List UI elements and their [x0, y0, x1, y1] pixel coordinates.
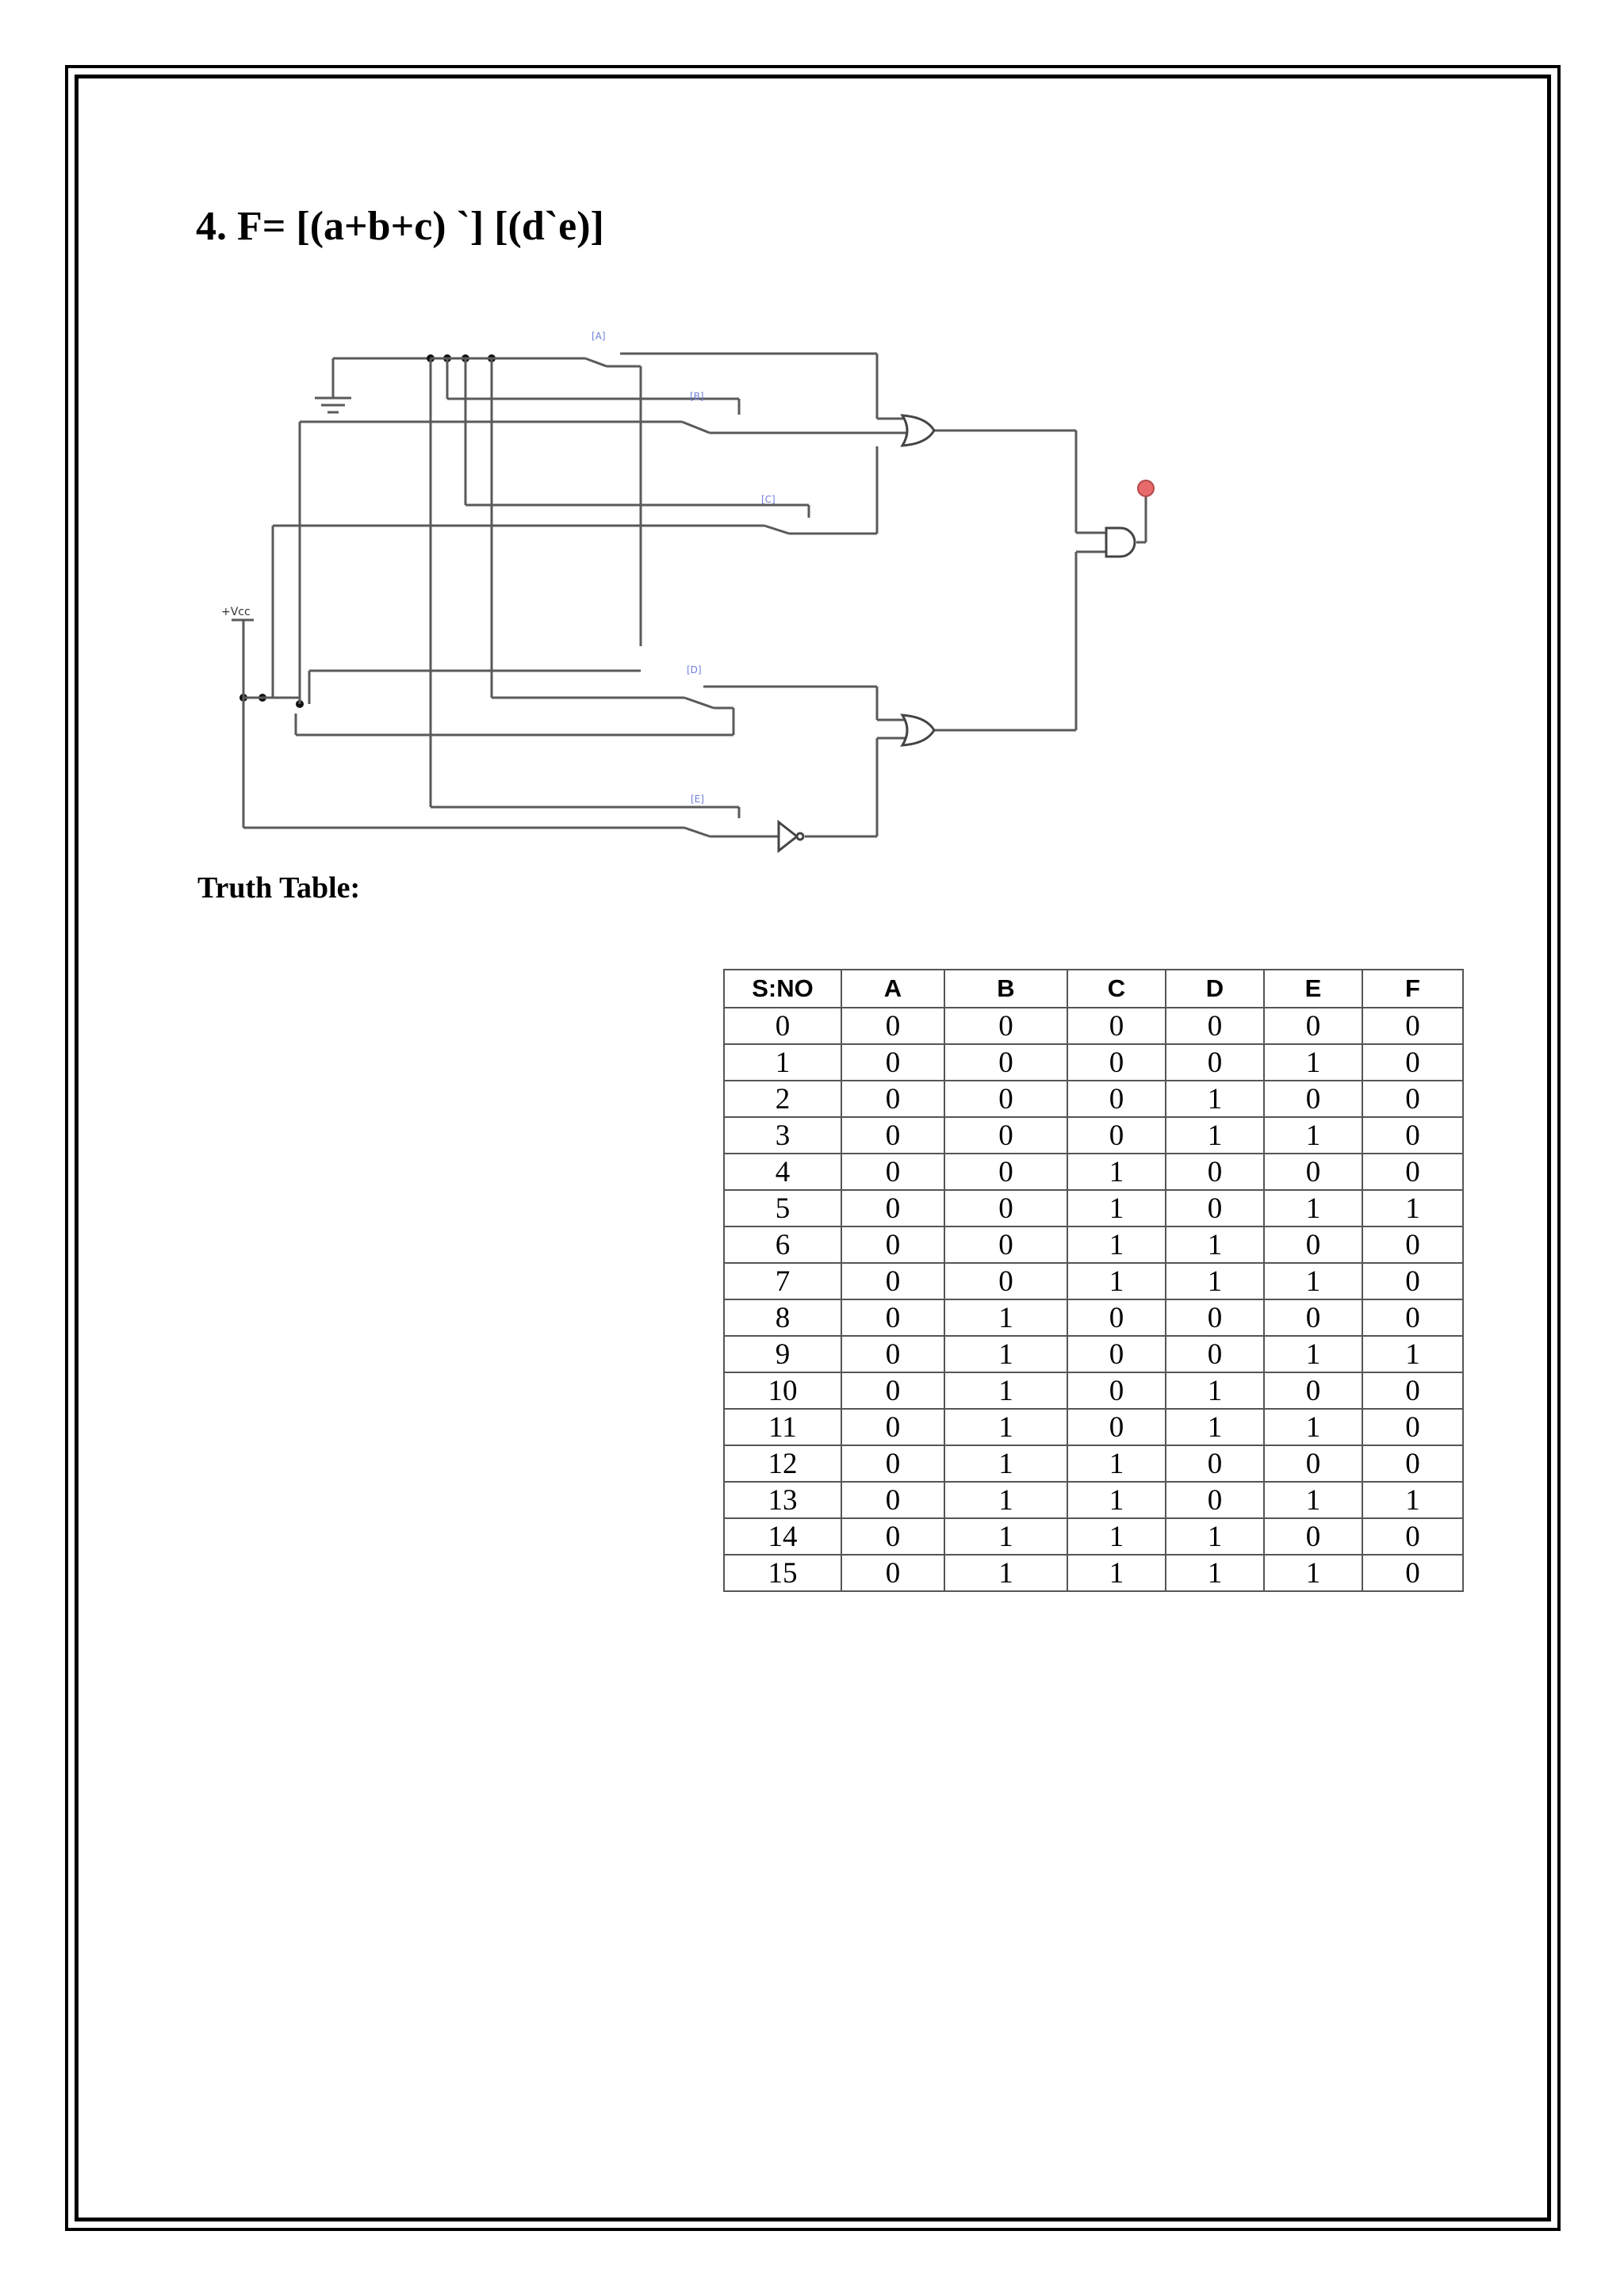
table-cell: 1	[944, 1409, 1067, 1445]
switch-label-b: [B]	[690, 391, 704, 402]
table-cell: 1	[1067, 1226, 1166, 1263]
table-cell: 0	[841, 1190, 944, 1226]
table-cell: 0	[944, 1008, 1067, 1044]
table-cell: 0	[841, 1226, 944, 1263]
table-cell: 1	[944, 1336, 1067, 1372]
truth-table-label: Truth Table:	[197, 871, 361, 905]
column-header: B	[944, 970, 1067, 1008]
table-row	[724, 1299, 1463, 1336]
table-cell: 1	[1067, 1482, 1166, 1518]
table-row	[724, 1336, 1463, 1372]
table-cell: 0	[1362, 1445, 1463, 1482]
truth-table-header-row	[724, 970, 1463, 1008]
section-heading: 4. F= [(a+b+c) `] [(d`e)]	[196, 204, 604, 249]
table-cell: 0	[841, 1445, 944, 1482]
table-cell: 13	[724, 1482, 841, 1518]
switch-label-c: [C]	[761, 494, 776, 505]
table-cell: 0	[1067, 1409, 1166, 1445]
table-cell: 1	[1067, 1263, 1166, 1299]
or-gate-de	[902, 715, 934, 745]
table-cell: 0	[1067, 1044, 1166, 1081]
table-cell: 1	[1166, 1226, 1264, 1263]
table-cell: 0	[1362, 1409, 1463, 1445]
switch-label-a: [A]	[592, 331, 606, 342]
table-cell: 2	[724, 1081, 841, 1117]
table-cell: 1	[1264, 1482, 1362, 1518]
table-cell: 0	[1264, 1372, 1362, 1409]
table-cell: 0	[1362, 1372, 1463, 1409]
table-cell: 1	[1067, 1190, 1166, 1226]
table-cell: 0	[841, 1044, 944, 1081]
table-cell: 8	[724, 1299, 841, 1336]
not-gate-bubble	[797, 833, 803, 840]
table-row	[724, 1372, 1463, 1409]
and-gate-output	[1106, 528, 1135, 557]
table-cell: 0	[841, 1409, 944, 1445]
table-cell: 9	[724, 1336, 841, 1372]
table-cell: 0	[841, 1555, 944, 1591]
table-cell: 1	[1264, 1190, 1362, 1226]
table-cell: 0	[944, 1263, 1067, 1299]
table-row	[724, 1409, 1463, 1445]
switch-label-d: [D]	[687, 664, 702, 675]
table-cell: 1	[1166, 1117, 1264, 1154]
ground-symbol	[315, 358, 431, 412]
table-cell: 1	[944, 1445, 1067, 1482]
table-cell: 0	[1362, 1518, 1463, 1555]
table-cell: 0	[1166, 1044, 1264, 1081]
table-cell: 0	[1166, 1154, 1264, 1190]
table-row	[724, 1263, 1463, 1299]
table-row	[724, 1482, 1463, 1518]
table-cell: 0	[1362, 1117, 1463, 1154]
table-cell: 1	[1166, 1263, 1264, 1299]
vcc-label: +Vcc	[221, 606, 251, 618]
table-row	[724, 1445, 1463, 1482]
column-header: E	[1264, 970, 1362, 1008]
table-cell: 0	[841, 1372, 944, 1409]
table-cell: 1	[1166, 1555, 1264, 1591]
table-cell: 0	[1166, 1008, 1264, 1044]
table-cell: 0	[1264, 1154, 1362, 1190]
table-cell: 0	[1362, 1263, 1463, 1299]
table-cell: 0	[1264, 1445, 1362, 1482]
table-cell: 1	[1362, 1336, 1463, 1372]
table-cell: 1	[944, 1482, 1067, 1518]
not-gate-e	[779, 822, 797, 851]
table-cell: 1	[1067, 1555, 1166, 1591]
switch-label-e: [E]	[691, 794, 704, 805]
table-cell: 1	[944, 1555, 1067, 1591]
table-cell: 0	[944, 1117, 1067, 1154]
table-cell: 0	[1067, 1081, 1166, 1117]
table-cell: 0	[1067, 1117, 1166, 1154]
column-header: S:NO	[724, 970, 841, 1008]
table-cell: 0	[1067, 1008, 1166, 1044]
table-cell: 0	[1166, 1299, 1264, 1336]
or-gate-abc	[902, 415, 934, 446]
table-cell: 0	[841, 1299, 944, 1336]
column-header: A	[841, 970, 944, 1008]
table-cell: 0	[1166, 1482, 1264, 1518]
table-cell: 0	[1067, 1299, 1166, 1336]
table-cell: 0	[724, 1008, 841, 1044]
table-cell: 0	[1264, 1299, 1362, 1336]
table-row	[724, 1044, 1463, 1081]
table-cell: 5	[724, 1190, 841, 1226]
table-cell: 7	[724, 1263, 841, 1299]
table-cell: 0	[944, 1081, 1067, 1117]
table-cell: 1	[1166, 1518, 1264, 1555]
table-cell: 0	[1362, 1044, 1463, 1081]
column-header: F	[1362, 970, 1463, 1008]
table-cell: 1	[1264, 1044, 1362, 1081]
column-header: C	[1067, 970, 1166, 1008]
table-cell: 10	[724, 1372, 841, 1409]
table-cell: 1	[1067, 1154, 1166, 1190]
table-cell: 1	[1166, 1409, 1264, 1445]
table-cell: 4	[724, 1154, 841, 1190]
table-row	[724, 1081, 1463, 1117]
wiring	[232, 354, 1146, 836]
table-row	[724, 1518, 1463, 1555]
table-row	[724, 1190, 1463, 1226]
table-cell: 0	[944, 1044, 1067, 1081]
table-cell: 0	[1166, 1190, 1264, 1226]
junction-dots	[239, 354, 496, 708]
table-cell: 1	[1362, 1190, 1463, 1226]
table-cell: 1	[724, 1044, 841, 1081]
table-cell: 15	[724, 1555, 841, 1591]
table-cell: 1	[1067, 1518, 1166, 1555]
table-cell: 0	[944, 1154, 1067, 1190]
table-cell: 0	[1264, 1081, 1362, 1117]
table-cell: 1	[1264, 1555, 1362, 1591]
table-cell: 0	[1362, 1555, 1463, 1591]
table-cell: 0	[841, 1154, 944, 1190]
table-cell: 0	[1264, 1226, 1362, 1263]
table-row	[724, 1154, 1463, 1190]
table-cell: 1	[944, 1518, 1067, 1555]
table-cell: 0	[841, 1336, 944, 1372]
table-cell: 0	[1264, 1518, 1362, 1555]
table-cell: 1	[1264, 1263, 1362, 1299]
table-cell: 6	[724, 1226, 841, 1263]
table-cell: 0	[1166, 1445, 1264, 1482]
table-cell: 14	[724, 1518, 841, 1555]
table-cell: 0	[944, 1190, 1067, 1226]
table-cell: 0	[1362, 1154, 1463, 1190]
table-cell: 11	[724, 1409, 841, 1445]
table-cell: 1	[944, 1299, 1067, 1336]
table-cell: 1	[1166, 1081, 1264, 1117]
table-row	[724, 1008, 1463, 1044]
truth-table-body	[724, 1008, 1463, 1591]
table-cell: 0	[841, 1518, 944, 1555]
table-cell: 1	[1166, 1372, 1264, 1409]
table-cell: 1	[1067, 1445, 1166, 1482]
table-cell: 1	[1264, 1117, 1362, 1154]
table-cell: 1	[1362, 1482, 1463, 1518]
column-header: D	[1166, 970, 1264, 1008]
table-cell: 0	[841, 1081, 944, 1117]
table-cell: 0	[1362, 1081, 1463, 1117]
table-cell: 0	[1067, 1372, 1166, 1409]
table-cell: 3	[724, 1117, 841, 1154]
table-cell: 0	[841, 1008, 944, 1044]
table-cell: 0	[1362, 1008, 1463, 1044]
table-cell: 0	[1264, 1008, 1362, 1044]
table-cell: 0	[1067, 1336, 1166, 1372]
table-cell: 12	[724, 1445, 841, 1482]
table-cell: 0	[944, 1226, 1067, 1263]
logic-circuit-diagram	[0, 0, 1624, 904]
table-cell: 0	[841, 1482, 944, 1518]
table-cell: 0	[1166, 1336, 1264, 1372]
table-cell: 1	[1264, 1336, 1362, 1372]
table-row	[724, 1226, 1463, 1263]
table-cell: 1	[1264, 1409, 1362, 1445]
table-cell: 0	[1362, 1299, 1463, 1336]
output-led	[1138, 480, 1154, 496]
table-row	[724, 1117, 1463, 1154]
truth-table	[723, 969, 1464, 1592]
table-cell: 1	[944, 1372, 1067, 1409]
table-row	[724, 1555, 1463, 1591]
table-cell: 0	[841, 1263, 944, 1299]
table-cell: 0	[1362, 1226, 1463, 1263]
table-cell: 0	[841, 1117, 944, 1154]
